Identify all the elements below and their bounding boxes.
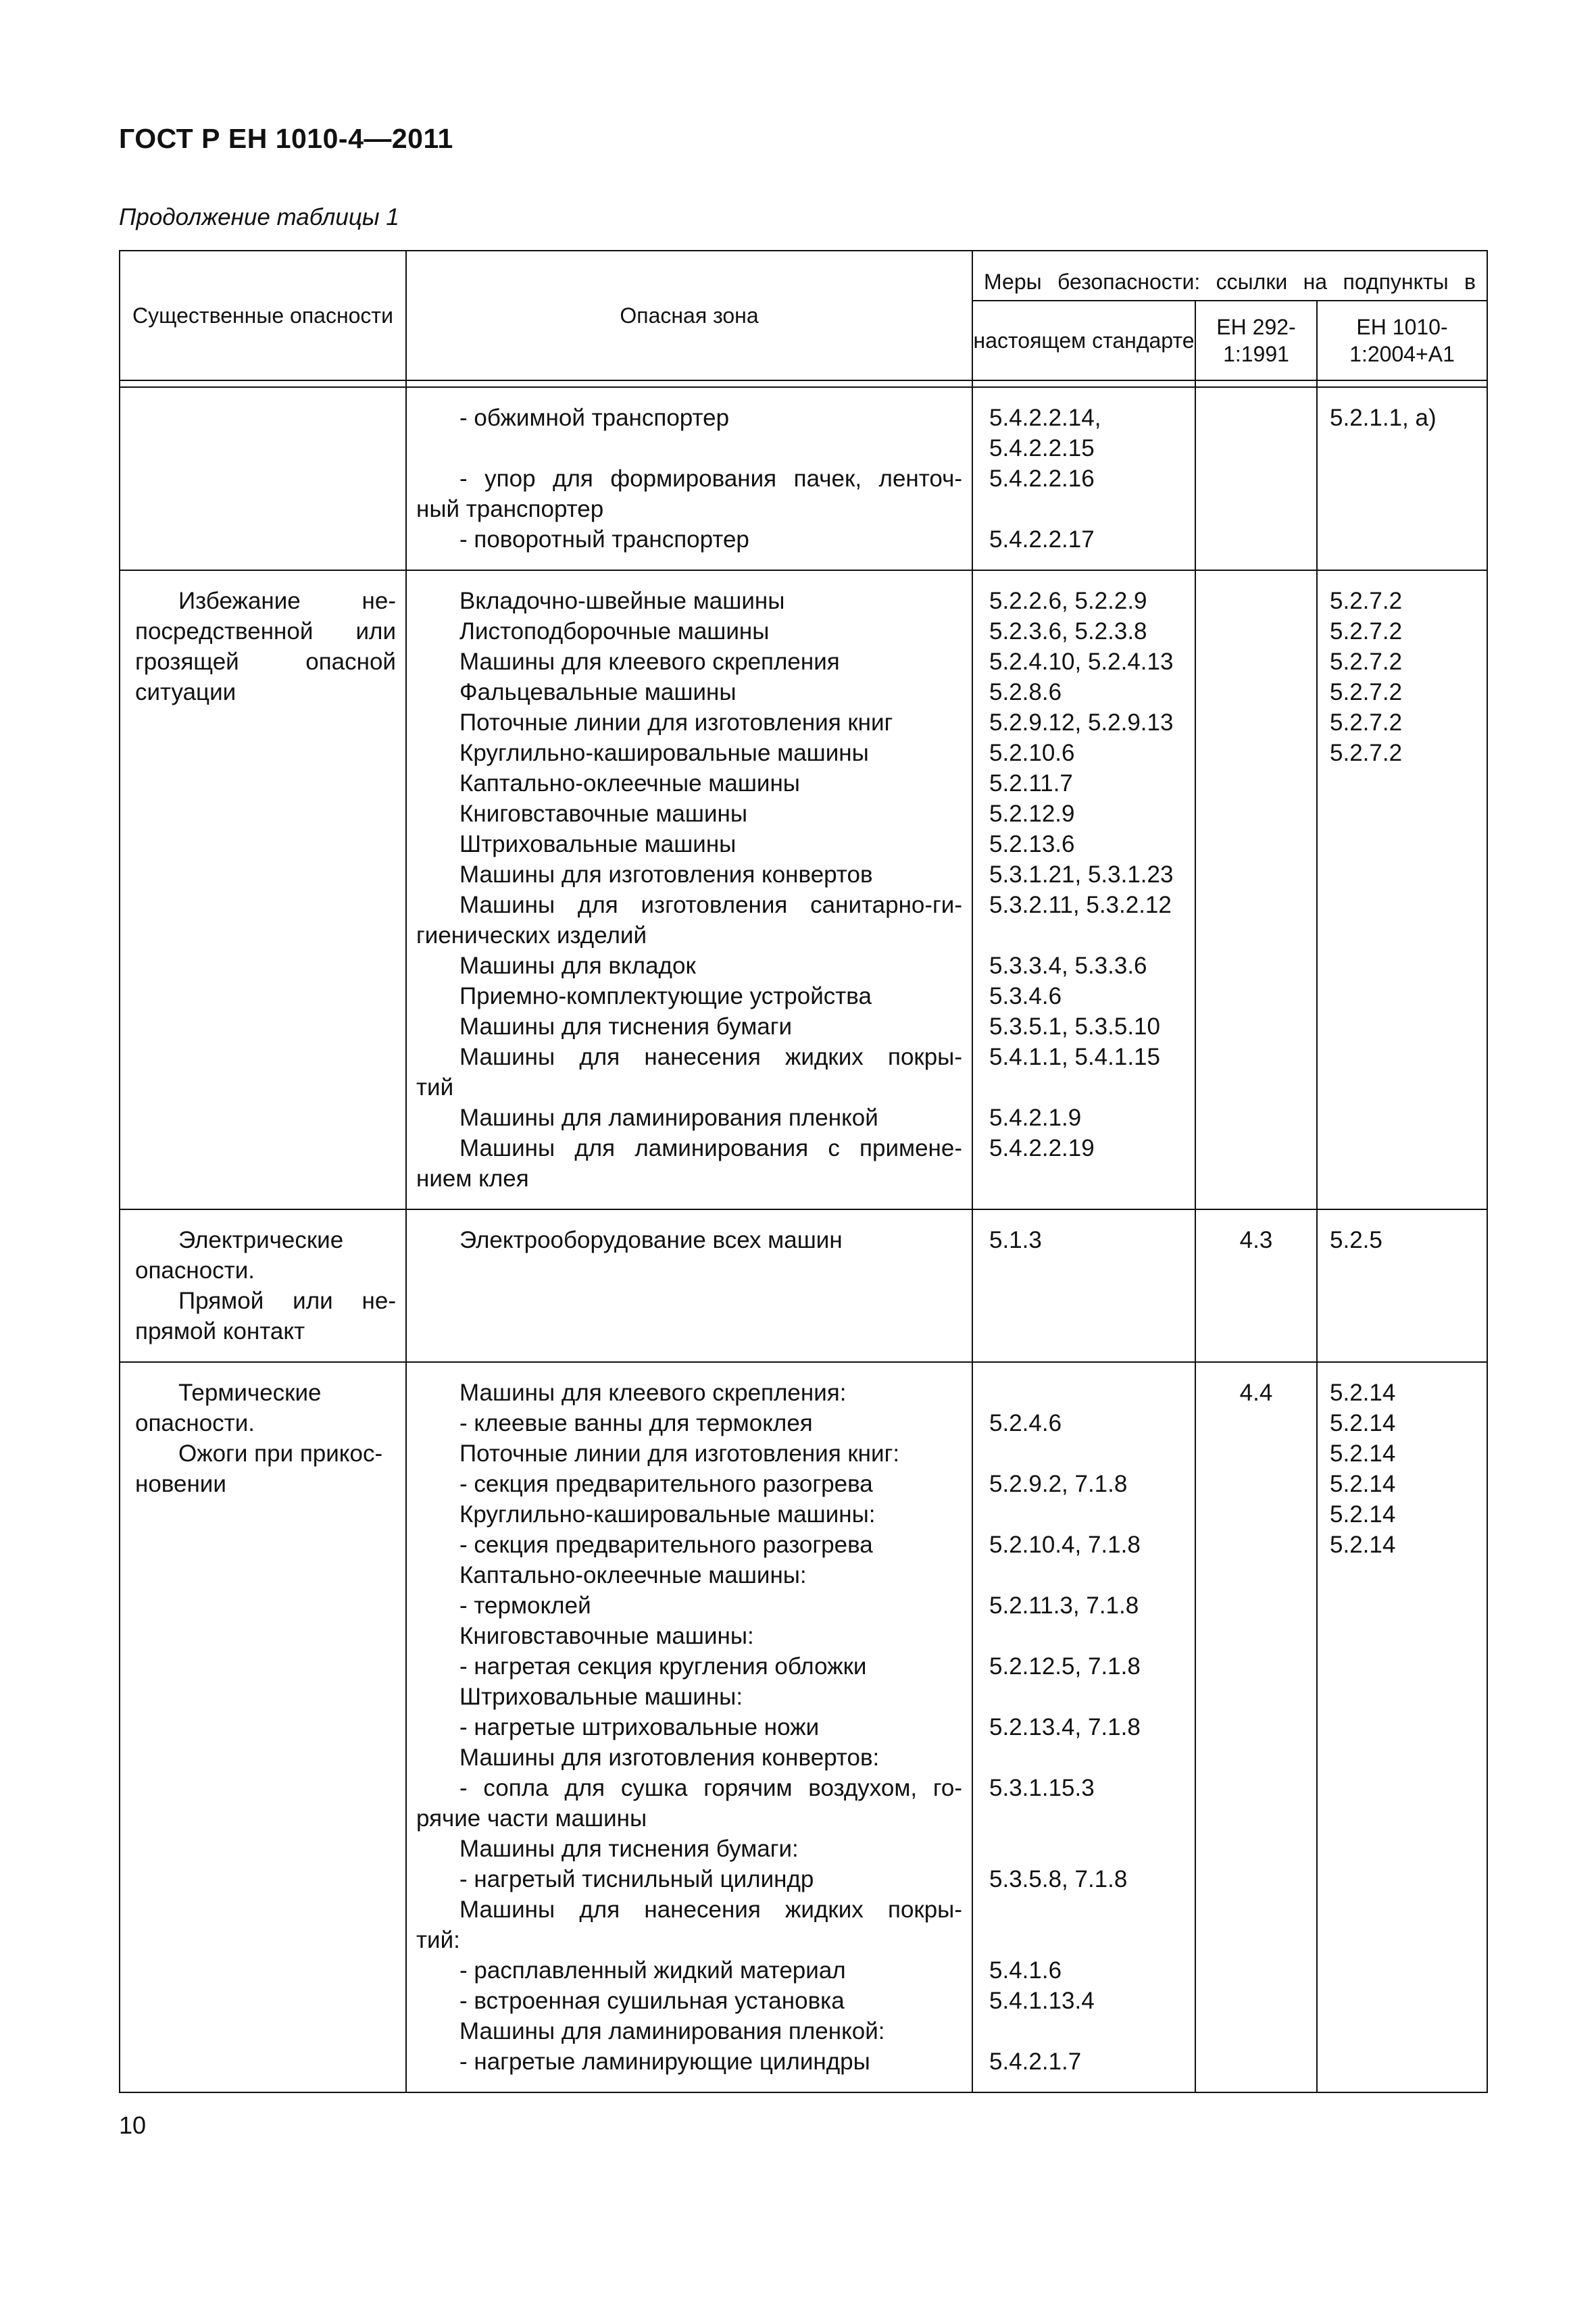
zone-text: - термоклей	[459, 1592, 591, 1619]
zone-cell	[406, 1209, 972, 1362]
zone-text: Книговставочные машины:	[459, 1623, 754, 1649]
reference-text: 5.2.14	[1330, 1501, 1396, 1528]
zone-text: Машины для ламинирования с примене-	[459, 1135, 962, 1161]
reference-text: 5.3.2.11, 5.3.2.12	[989, 892, 1172, 918]
hazard-cell	[120, 387, 406, 570]
zone-text: Круглильно-кашировальные машины:	[459, 1501, 876, 1528]
reference-text: 5.2.3.6, 5.2.3.8	[989, 618, 1147, 645]
zone-text: - секция предварительного разогрева	[459, 1471, 873, 1497]
reference-text	[989, 1894, 1185, 1925]
zone-text: - нагретый тиснильный цилиндр	[459, 1866, 814, 1892]
zone-text: - упор для формирования пачек, ленточ-	[459, 466, 962, 492]
zone-text: гиенических изделий	[416, 922, 647, 949]
zone-text: нием клея	[416, 1165, 529, 1192]
hazard-text: Термические	[178, 1380, 322, 1406]
reference-text: 5.1.3	[989, 1227, 1042, 1253]
zone-text: - сопла для сушка горячим воздухом, го-	[459, 1775, 962, 1801]
zone-text: - клеевые ванны для термоклея	[459, 1410, 813, 1436]
hazard-text: прямой контакт	[135, 1318, 305, 1344]
hazard-text: Прямой или не-	[178, 1288, 396, 1314]
reference-text	[989, 1438, 1185, 1469]
reference-text: 5.2.10.6	[989, 740, 1075, 766]
zone-text: - секция предварительного разогрева	[459, 1532, 873, 1558]
hazard-text: новении	[135, 1471, 226, 1497]
zone-text: Машины для изготовления конвертов:	[459, 1744, 880, 1771]
reference-text: 5.2.7.2	[1330, 679, 1403, 705]
hazard-cell	[120, 1209, 406, 1362]
zone-text: Поточные линии для изготовления книг	[459, 709, 893, 736]
zone-text: тий:	[416, 1927, 460, 1953]
reference-text	[989, 1803, 1185, 1834]
hazard-text: ситуации	[135, 679, 236, 705]
document-header: ГОСТ Р ЕН 1010-4—2011	[119, 123, 453, 154]
reference-text: 5.2.7.2	[1330, 618, 1403, 645]
reference-text: 4.4	[1239, 1380, 1273, 1406]
reference-text: 5.2.7.2	[1330, 740, 1403, 766]
reference-text	[989, 1621, 1185, 1651]
zone-text: - обжимной транспортер	[459, 405, 730, 431]
reference-text: 5.3.5.1, 5.3.5.10	[989, 1013, 1160, 1040]
zone-text: Приемно-комплектующие устройства	[459, 983, 872, 1009]
reference-text: 5.4.1.13.4	[989, 1988, 1095, 2014]
table-body	[120, 387, 1487, 2092]
header-en292: ЕН 292-1:1991	[1195, 301, 1317, 380]
zone-text: Машины для вкладок	[459, 953, 696, 979]
reference-text: 5.2.14	[1330, 1440, 1396, 1467]
reference-text: 5.3.3.4, 5.3.3.6	[989, 953, 1147, 979]
table-row	[120, 387, 1487, 570]
reference-text: 5.2.14	[1330, 1532, 1396, 1558]
reference-text: 5.4.2.1.9	[989, 1105, 1082, 1131]
en292-cell	[1195, 1209, 1317, 1362]
reference-text	[989, 920, 1185, 951]
reference-text: 5.2.9.2, 7.1.8	[989, 1471, 1128, 1497]
zone-text: Машины для изготовления конвертов	[459, 861, 873, 888]
page-number: 10	[119, 2111, 147, 2139]
reference-text: 5.4.1.1, 5.4.1.15	[989, 1044, 1160, 1070]
hazard-text: грозящей опасной	[135, 649, 396, 675]
en292-cell	[1195, 387, 1317, 570]
zone-text: Машины для клеевого скрепления	[459, 649, 840, 675]
zone-text: тий	[416, 1074, 454, 1101]
hazard-text: Избежание не-	[178, 588, 396, 614]
reference-text: 5.4.2.1.7	[989, 2048, 1082, 2075]
header-measures: Меры безопасности: ссылки на подпункты в	[972, 251, 1487, 301]
reference-text: 5.2.10.4, 7.1.8	[989, 1532, 1141, 1558]
zone-text: Машины для тиснения бумаги	[459, 1013, 793, 1040]
header-hazards: Существенные опасности	[120, 251, 406, 380]
header-zone: Опасная зона	[406, 251, 972, 380]
zone-text: Машины для нанесения жидких покры-	[459, 1896, 962, 1923]
reference-text: 5.2.14	[1330, 1471, 1396, 1497]
en1010-cell	[1317, 570, 1487, 1209]
reference-text: 5.4.2.2.17	[989, 526, 1095, 553]
reference-text	[989, 494, 1185, 524]
reference-text: 5.4.2.2.16	[989, 466, 1095, 492]
this-standard-cell	[972, 387, 1195, 570]
this-standard-cell	[972, 1209, 1195, 1362]
zone-text: Фальцевальные машины	[459, 679, 737, 705]
reference-text: 5.2.14	[1330, 1410, 1396, 1436]
hazard-text: опасности.	[135, 1410, 255, 1436]
zone-text: Вкладочно-швейные машины	[459, 588, 785, 614]
reference-text: 5.3.5.8, 7.1.8	[989, 1866, 1128, 1892]
reference-text	[989, 1834, 1185, 1864]
reference-text: 5.2.2.6, 5.2.2.9	[989, 588, 1147, 614]
reference-text: 5.2.12.9	[989, 801, 1075, 827]
reference-text: 5.2.5	[1330, 1227, 1382, 1253]
zone-text: Машины для ламинирования пленкой:	[459, 2018, 885, 2044]
reference-text: 5.4.2.2.15	[989, 435, 1095, 461]
reference-text: 5.2.7.2	[1330, 588, 1403, 614]
hazard-text: опасности.	[135, 1257, 255, 1284]
reference-text: 5.2.4.6	[989, 1410, 1062, 1436]
en1010-cell	[1317, 1362, 1487, 2092]
hazard-text: посредственной или	[135, 618, 396, 645]
reference-text: 5.2.14	[1330, 1380, 1396, 1406]
reference-text	[989, 1072, 1185, 1103]
reference-text	[989, 1742, 1185, 1773]
en292-cell	[1195, 1362, 1317, 2092]
hazard-text: Электрические	[178, 1227, 344, 1253]
zone-text: Электрооборудование всех машин	[459, 1227, 843, 1253]
en1010-cell	[1317, 1209, 1487, 1362]
zone-text: рячие части машины	[416, 1805, 647, 1832]
header-this-standard: настоящем стандарте	[972, 301, 1195, 380]
zone-text: Машины для ламинирования пленкой	[459, 1105, 878, 1131]
header-en1010: ЕН 1010-1:2004+A1	[1317, 301, 1487, 380]
zone-text: Каптально-оклеечные машины:	[459, 1562, 807, 1588]
zone-text: Штриховальные машины:	[459, 1684, 743, 1710]
this-standard-cell	[972, 570, 1195, 1209]
zone-text: - нагретые штриховальные ножи	[459, 1714, 820, 1740]
zone-text: Каптально-оклеечные машины	[459, 770, 800, 797]
reference-text: 5.2.11.3, 7.1.8	[989, 1592, 1139, 1619]
zone-text: Машины для нанесения жидких покры-	[459, 1044, 962, 1070]
zone-text: Штриховальные машины	[459, 831, 737, 857]
table-row	[120, 1362, 1487, 2092]
reference-text: 5.4.1.6	[989, 1957, 1062, 1984]
zone-cell	[406, 1362, 972, 2092]
reference-text: 5.2.1.1, а)	[1330, 405, 1437, 431]
zone-text: - встроенная сушильная установка	[459, 1988, 845, 2014]
hazards-table	[119, 250, 1488, 2093]
zone-text: - нагретые ламинирующие цилиндры	[459, 2048, 870, 2075]
table-row	[120, 570, 1487, 1209]
zone-cell	[406, 570, 972, 1209]
reference-text: 5.3.1.21, 5.3.1.23	[989, 861, 1174, 888]
reference-text: 5.2.13.4, 7.1.8	[989, 1714, 1141, 1740]
header-separator	[120, 380, 1487, 387]
zone-text: - нагретая секция кругления обложки	[459, 1653, 867, 1680]
zone-text: - поворотный транспортер	[459, 526, 749, 553]
reference-text: 5.2.7.2	[1330, 649, 1403, 675]
reference-text	[989, 1682, 1185, 1712]
zone-text: ный транспортер	[416, 496, 604, 522]
reference-text: 5.2.11.7	[989, 770, 1073, 797]
reference-text: 5.2.13.6	[989, 831, 1075, 857]
zone-text: Машины для тиснения бумаги:	[459, 1836, 799, 1862]
zone-cell	[406, 387, 972, 570]
en292-cell	[1195, 570, 1317, 1209]
reference-text: 5.3.4.6	[989, 983, 1062, 1009]
reference-text: 5.2.4.10, 5.2.4.13	[989, 649, 1174, 675]
hazard-text: Ожоги при прикос-	[178, 1440, 383, 1467]
reference-text	[989, 1499, 1185, 1530]
zone-text: Книговставочные машины	[459, 801, 747, 827]
reference-text: 5.2.8.6	[989, 679, 1062, 705]
hazard-cell	[120, 570, 406, 1209]
reference-text: 5.4.2.2.19	[989, 1135, 1095, 1161]
reference-text: 5.2.9.12, 5.2.9.13	[989, 709, 1174, 736]
table-row	[120, 1209, 1487, 1362]
zone-text: Машины для изготовления санитарно-ги-	[459, 892, 962, 918]
en1010-cell	[1317, 387, 1487, 570]
table-caption: Продолжение таблицы 1	[119, 204, 399, 230]
reference-text: 5.4.2.2.14,	[989, 405, 1101, 431]
reference-text	[989, 2016, 1185, 2046]
zone-text: Поточные линии для изготовления книг:	[459, 1440, 900, 1467]
reference-text: 5.2.7.2	[1330, 709, 1403, 736]
zone-text: Машины для клеевого скрепления:	[459, 1380, 847, 1406]
reference-text	[989, 1925, 1185, 1955]
zone-text	[416, 433, 962, 463]
zone-text: Листоподборочные машины	[459, 618, 770, 645]
this-standard-cell	[972, 1362, 1195, 2092]
reference-text: 5.3.1.15.3	[989, 1775, 1095, 1801]
reference-text: 4.3	[1239, 1227, 1273, 1253]
hazard-cell	[120, 1362, 406, 2092]
zone-text: - расплавленный жидкий материал	[459, 1957, 846, 1984]
reference-text: 5.2.12.5, 7.1.8	[989, 1653, 1141, 1680]
reference-text	[989, 1560, 1185, 1590]
zone-text: Круглильно-кашировальные машины	[459, 740, 869, 766]
reference-text	[989, 1378, 1185, 1408]
